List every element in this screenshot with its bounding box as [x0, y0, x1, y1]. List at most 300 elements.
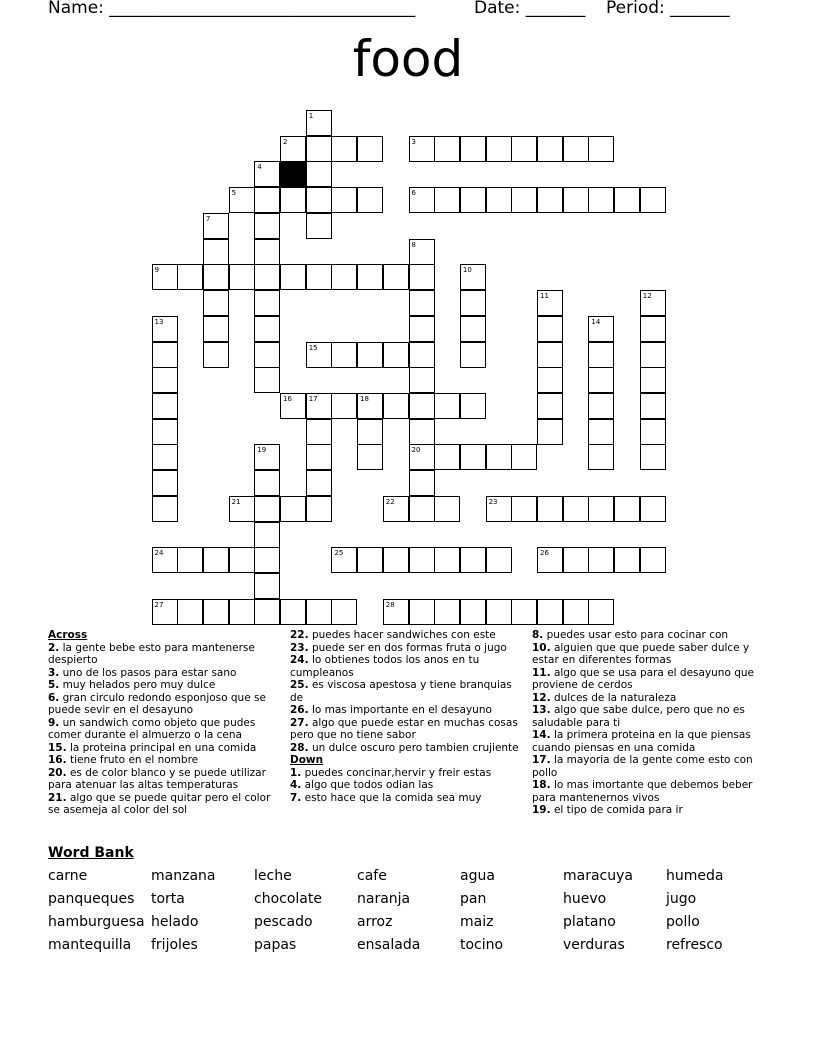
- crossword-cell[interactable]: [306, 213, 332, 239]
- crossword-cell[interactable]: [229, 496, 255, 522]
- crossword-cell[interactable]: [511, 136, 537, 162]
- clue-text: tiene fruto en el nombre: [66, 754, 199, 766]
- crossword-cell[interactable]: [177, 264, 203, 290]
- crossword-cell[interactable]: [460, 264, 486, 290]
- clue-number: 28: [385, 600, 395, 609]
- clue-item: [290, 704, 522, 717]
- clue-text: algo que se puede quitar pero el color se asemeja al color del sol: [48, 791, 271, 816]
- crossword-cell[interactable]: [331, 599, 357, 625]
- crossword-cell[interactable]: [563, 496, 589, 522]
- crossword-cell[interactable]: [640, 367, 666, 393]
- crossword-cell[interactable]: [588, 367, 614, 393]
- crossword-cell[interactable]: [331, 264, 357, 290]
- crossword-cell[interactable]: [460, 316, 486, 342]
- clue-item: [532, 729, 768, 754]
- clue-item: [48, 792, 280, 817]
- word-bank-word: cafe: [357, 868, 387, 884]
- clue-text: lo mas importante en el desayuno: [308, 704, 492, 716]
- crossword-cell[interactable]: [434, 599, 460, 625]
- clue-text: un sandwich como objeto que pudes comer durante el almuerzo o la cena: [48, 716, 256, 741]
- clue-number-label: 25.: [290, 679, 309, 691]
- crossword-cell[interactable]: [306, 470, 332, 496]
- crossword-cell[interactable]: [254, 470, 280, 496]
- crossword-cell[interactable]: [357, 264, 383, 290]
- crossword-cell[interactable]: [537, 419, 563, 445]
- crossword-cell[interactable]: [640, 547, 666, 573]
- crossword-cell[interactable]: [306, 136, 332, 162]
- clue-item: [290, 779, 522, 792]
- clue-item: [532, 779, 768, 804]
- word-bank-word: arroz: [357, 914, 393, 930]
- crossword-cell[interactable]: [203, 342, 229, 368]
- crossword-cell[interactable]: [254, 444, 280, 470]
- crossword-cell[interactable]: [152, 419, 178, 445]
- crossword-cell[interactable]: [537, 393, 563, 419]
- crossword-cell[interactable]: [409, 136, 435, 162]
- crossword-cell[interactable]: [152, 444, 178, 470]
- crossword-cell[interactable]: [152, 547, 178, 573]
- crossword-cell[interactable]: [640, 187, 666, 213]
- crossword-cell[interactable]: [486, 136, 512, 162]
- crossword-cell[interactable]: [331, 342, 357, 368]
- crossword-cell[interactable]: [537, 367, 563, 393]
- crossword-cell[interactable]: [254, 496, 280, 522]
- clue-text: esto hace que la comida sea muy: [301, 791, 482, 804]
- clue-number-label: 16.: [48, 754, 67, 766]
- crossword-cell[interactable]: [563, 599, 589, 625]
- crossword-cell[interactable]: [537, 547, 563, 573]
- date-label: Date: _______: [474, 0, 586, 18]
- clue-item: [532, 692, 768, 705]
- crossword-cell[interactable]: [254, 573, 280, 599]
- clue-number: 13: [154, 317, 164, 326]
- clue-item: [48, 679, 280, 692]
- crossword-cell[interactable]: [203, 213, 229, 239]
- crossword-cell[interactable]: [254, 342, 280, 368]
- crossword-cell[interactable]: [409, 264, 435, 290]
- crossword-cell[interactable]: [280, 136, 306, 162]
- clue-number: 15: [308, 343, 318, 352]
- clue-item: [532, 754, 768, 779]
- word-bank-word: agua: [460, 868, 495, 884]
- crossword-cell[interactable]: [357, 187, 383, 213]
- crossword-cell[interactable]: [588, 342, 614, 368]
- clue-text: alguien que que puede saber dulce y estar en diferentes formas: [532, 641, 750, 666]
- crossword-cell[interactable]: [486, 496, 512, 522]
- crossword-cell[interactable]: [331, 393, 357, 419]
- crossword-cell[interactable]: [588, 419, 614, 445]
- crossword-cell[interactable]: [409, 316, 435, 342]
- crossword-cell[interactable]: [640, 393, 666, 419]
- clue-item: [532, 629, 768, 642]
- crossword-cell[interactable]: [409, 496, 435, 522]
- crossword-cell[interactable]: [460, 187, 486, 213]
- crossword-cell[interactable]: [537, 136, 563, 162]
- clue-number-label: 23.: [290, 641, 309, 654]
- crossword-cell[interactable]: [383, 547, 409, 573]
- crossword-cell[interactable]: [152, 264, 178, 290]
- clues-column-2: [290, 629, 522, 804]
- word-bank-word: platano: [563, 914, 616, 930]
- crossword-cell[interactable]: [383, 264, 409, 290]
- crossword-cell[interactable]: [331, 187, 357, 213]
- crossword-cell[interactable]: [357, 419, 383, 445]
- crossword-cell[interactable]: [434, 187, 460, 213]
- crossword-cell[interactable]: [588, 136, 614, 162]
- crossword-cell[interactable]: [280, 187, 306, 213]
- crossword-cell[interactable]: [203, 599, 229, 625]
- clue-number-label: 28.: [290, 741, 309, 754]
- clue-number: 23: [488, 497, 498, 506]
- clue-text: la primera proteina en la que piensas cuando piensas en una comida: [532, 729, 751, 754]
- crossword-cell[interactable]: [434, 547, 460, 573]
- clue-item: [290, 679, 522, 704]
- crossword-cell[interactable]: [152, 367, 178, 393]
- crossword-cell[interactable]: [152, 599, 178, 625]
- crossword-cell[interactable]: [537, 316, 563, 342]
- clue-text: puedes usar esto para cocinar con: [543, 629, 729, 641]
- crossword-cell[interactable]: [306, 599, 332, 625]
- crossword-cell[interactable]: [614, 496, 640, 522]
- clue-item: [290, 792, 522, 805]
- crossword-cell[interactable]: [229, 264, 255, 290]
- crossword-cell[interactable]: [306, 342, 332, 368]
- crossword-cell[interactable]: [254, 547, 280, 573]
- clue-number-label: 7.: [290, 791, 302, 804]
- crossword-cell[interactable]: [280, 496, 306, 522]
- clue-text: algo que todos odian las: [301, 779, 434, 791]
- clue-text: uno de los pasos para estar sano: [59, 666, 237, 679]
- crossword-cell[interactable]: [306, 110, 332, 136]
- clue-number: 22: [385, 497, 395, 506]
- clue-number-label: 12.: [532, 691, 551, 704]
- crossword-cell[interactable]: [383, 342, 409, 368]
- word-bank-word: maiz: [460, 914, 494, 930]
- clue-number-label: 22.: [290, 629, 309, 641]
- crossword-cell[interactable]: [409, 393, 435, 419]
- crossword-cell[interactable]: [537, 496, 563, 522]
- clue-number-label: 10.: [532, 641, 551, 654]
- word-bank-word: torta: [151, 891, 185, 907]
- name-label: Name: ____________________________________: [48, 0, 416, 18]
- crossword-cell[interactable]: [588, 547, 614, 573]
- crossword-cell[interactable]: [409, 342, 435, 368]
- clue-item: [48, 742, 280, 755]
- clue-number: 11: [540, 292, 549, 300]
- clue-text: puedes concinar,hervir y freir estas: [301, 766, 492, 779]
- crossword-cell[interactable]: [152, 342, 178, 368]
- clue-text: un dulce oscuro pero tambien crujiente: [308, 741, 519, 754]
- word-bank-title: Word Bank: [48, 845, 134, 861]
- clue-text: lo obtienes todos los anos en tu cumpleanos: [290, 654, 480, 679]
- crossword-cell[interactable]: [460, 290, 486, 316]
- clue-number-label: 18.: [532, 779, 551, 791]
- clue-number-label: 6.: [48, 691, 60, 704]
- clue-number: 25: [334, 549, 344, 558]
- crossword-cell[interactable]: [254, 290, 280, 316]
- crossword-cell[interactable]: [409, 187, 435, 213]
- crossword-cell[interactable]: [383, 393, 409, 419]
- crossword-cell[interactable]: [563, 547, 589, 573]
- crossword-cell[interactable]: [511, 599, 537, 625]
- black-cell: [280, 161, 306, 187]
- crossword-cell[interactable]: [640, 316, 666, 342]
- clue-number-label: 2.: [48, 641, 60, 654]
- crossword-cell[interactable]: [254, 187, 280, 213]
- word-bank-word: helado: [151, 914, 199, 930]
- crossword-cell[interactable]: [203, 547, 229, 573]
- crossword-cell[interactable]: [409, 547, 435, 573]
- crossword-cell[interactable]: [409, 367, 435, 393]
- crossword-cell[interactable]: [409, 444, 435, 470]
- clue-number: 2: [283, 137, 288, 146]
- crossword-cell[interactable]: [640, 444, 666, 470]
- clue-number-label: 8.: [532, 629, 544, 641]
- crossword-cell[interactable]: [640, 290, 666, 316]
- crossword-cell[interactable]: [640, 342, 666, 368]
- clue-number-label: 1.: [290, 766, 302, 779]
- crossword-cell[interactable]: [203, 290, 229, 316]
- clue-item: [48, 692, 280, 717]
- clue-number: 3: [411, 137, 416, 146]
- clue-number-label: 26.: [290, 704, 309, 716]
- clue-number-label: 14.: [532, 729, 551, 741]
- crossword-cell[interactable]: [409, 419, 435, 445]
- crossword-cell[interactable]: [254, 213, 280, 239]
- crossword-cell[interactable]: [434, 136, 460, 162]
- crossword-cell[interactable]: [357, 547, 383, 573]
- clue-item: [290, 642, 522, 655]
- crossword-cell[interactable]: [331, 136, 357, 162]
- word-bank-word: mantequilla: [48, 937, 132, 953]
- crossword-cell[interactable]: [588, 496, 614, 522]
- clue-number: 17: [308, 394, 318, 403]
- crossword-cell[interactable]: [152, 316, 178, 342]
- clue-item: [290, 654, 522, 679]
- clue-number-label: 13.: [532, 704, 551, 716]
- clue-text: puedes hacer sandwiches con este: [308, 629, 496, 641]
- crossword-cell[interactable]: [460, 393, 486, 419]
- crossword-cell[interactable]: [614, 547, 640, 573]
- crossword-cell[interactable]: [640, 496, 666, 522]
- crossword-cell[interactable]: [383, 599, 409, 625]
- crossword-cell[interactable]: [280, 264, 306, 290]
- clue-item: [48, 767, 280, 792]
- crossword-cell[interactable]: [203, 239, 229, 265]
- clue-text: algo que sabe dulce, pero que no es saludable para ti: [532, 704, 745, 729]
- crossword-cell[interactable]: [614, 187, 640, 213]
- clue-item: [290, 629, 522, 642]
- crossword-cell[interactable]: [460, 547, 486, 573]
- clue-item: [48, 667, 280, 680]
- crossword-cell[interactable]: [434, 393, 460, 419]
- crossword-cell[interactable]: [460, 444, 486, 470]
- word-bank-word: hamburguesa: [48, 914, 145, 930]
- crossword-cell[interactable]: [254, 316, 280, 342]
- clue-number: 5: [231, 189, 237, 198]
- clue-text: es de color blanco y se puede utilizar para atenuar las altas temperaturas: [48, 766, 266, 791]
- clue-number: 14: [591, 317, 601, 326]
- crossword-cell[interactable]: [486, 187, 512, 213]
- crossword-cell[interactable]: [229, 599, 255, 625]
- crossword-cell[interactable]: [409, 239, 435, 265]
- clue-number: 20: [411, 446, 421, 455]
- crossword-cell[interactable]: [306, 444, 332, 470]
- crossword-cell[interactable]: [588, 444, 614, 470]
- crossword-cell[interactable]: [588, 599, 614, 625]
- word-bank-word: maracuya: [563, 868, 633, 884]
- crossword-cell[interactable]: [486, 444, 512, 470]
- clue-number: 26: [540, 549, 549, 558]
- crossword-cell[interactable]: [537, 599, 563, 625]
- crossword-cell[interactable]: [203, 264, 229, 290]
- crossword-cell[interactable]: [229, 187, 255, 213]
- clue-number: 4: [257, 163, 262, 172]
- word-bank-word: leche: [254, 868, 292, 884]
- crossword-cell[interactable]: [306, 419, 332, 445]
- crossword-cell[interactable]: [152, 470, 178, 496]
- word-bank-word: verduras: [563, 937, 625, 953]
- clue-number: 24: [154, 549, 164, 558]
- clue-number: 10: [462, 266, 472, 275]
- crossword-cell[interactable]: [357, 342, 383, 368]
- crossword-cell[interactable]: [306, 161, 332, 187]
- clue-text: dulces de la naturaleza: [550, 691, 677, 704]
- crossword-cell[interactable]: [357, 444, 383, 470]
- clue-text: la mayoria de la gente come esto con pollo: [532, 754, 753, 779]
- clue-text: la proteina principal en una comida: [66, 741, 257, 754]
- word-bank-word: manzana: [151, 868, 216, 884]
- word-bank-word: humeda: [666, 868, 724, 884]
- clue-number-label: 19.: [532, 804, 551, 816]
- crossword-cell[interactable]: [280, 599, 306, 625]
- crossword-cell[interactable]: [254, 367, 280, 393]
- period-label: Period: _______: [606, 0, 730, 18]
- clue-number: 16: [283, 394, 292, 403]
- crossword-cell[interactable]: [357, 393, 383, 419]
- clue-item: [290, 742, 522, 755]
- crossword-cell[interactable]: [537, 290, 563, 316]
- clue-number-label: 9.: [48, 716, 60, 729]
- clue-item: [290, 767, 522, 780]
- crossword-cell[interactable]: [280, 393, 306, 419]
- crossword-cell[interactable]: [177, 599, 203, 625]
- crossword-cell[interactable]: [409, 290, 435, 316]
- crossword-cell[interactable]: [254, 599, 280, 625]
- clue-text: es viscosa apestosa y tiene branquias de: [290, 679, 512, 704]
- across-heading: Across: [48, 629, 88, 641]
- crossword-cell[interactable]: [306, 393, 332, 419]
- clue-number-label: 21.: [48, 791, 67, 804]
- clue-number: 27: [154, 600, 164, 609]
- crossword-cell[interactable]: [152, 496, 178, 522]
- crossword-cell[interactable]: [306, 496, 332, 522]
- crossword-cell[interactable]: [434, 444, 460, 470]
- clue-item: [48, 754, 280, 767]
- clue-number-label: 17.: [532, 754, 551, 766]
- page-title: food: [352, 30, 464, 88]
- clue-number-label: 24.: [290, 654, 309, 666]
- clue-text: el tipo de comida para ir: [550, 804, 683, 816]
- clue-text: gran circulo redondo esponjoso que se puede sevir en el desayuno: [48, 691, 266, 716]
- crossword-cell[interactable]: [254, 264, 280, 290]
- crossword-cell[interactable]: [588, 187, 614, 213]
- word-bank-word: panqueques: [48, 891, 135, 907]
- clue-text: algo que se usa para el desayuno que proviene de cerdos: [532, 666, 755, 691]
- crossword-cell[interactable]: [383, 496, 409, 522]
- clue-number: 6: [411, 189, 416, 198]
- clue-number-label: 4.: [290, 779, 302, 791]
- crossword-cell[interactable]: [152, 393, 178, 419]
- word-bank-word: huevo: [563, 891, 607, 907]
- word-bank-word: naranja: [357, 891, 411, 907]
- down-heading: Down: [290, 754, 324, 766]
- crossword-cell[interactable]: [588, 393, 614, 419]
- word-bank-word: chocolate: [254, 891, 322, 907]
- crossword-cell[interactable]: [254, 239, 280, 265]
- crossword-cell[interactable]: [537, 342, 563, 368]
- word-bank-word: pollo: [666, 914, 700, 930]
- clue-number: 12: [642, 292, 652, 300]
- crossword-cell[interactable]: [177, 547, 203, 573]
- crossword-cell[interactable]: [357, 136, 383, 162]
- word-bank-word: frijoles: [151, 937, 198, 953]
- clue-number: 1: [308, 112, 314, 120]
- word-bank-word: jugo: [666, 891, 697, 907]
- clue-item: [532, 642, 768, 667]
- word-bank-word: refresco: [666, 937, 723, 953]
- clue-number: 9: [154, 266, 159, 275]
- word-bank-word: tocino: [460, 937, 504, 953]
- crossword-cell[interactable]: [306, 187, 332, 213]
- clue-number-label: 20.: [48, 766, 67, 779]
- crossword-cell[interactable]: [434, 496, 460, 522]
- crossword-cell[interactable]: [306, 264, 332, 290]
- crossword-cell[interactable]: [460, 599, 486, 625]
- crossword-cell[interactable]: [511, 496, 537, 522]
- word-bank-word: pan: [460, 891, 487, 907]
- crossword-cell[interactable]: [563, 187, 589, 213]
- crossword-cell[interactable]: [486, 547, 512, 573]
- crossword-cell[interactable]: [511, 187, 537, 213]
- crossword-cell[interactable]: [460, 342, 486, 368]
- crossword-cell[interactable]: [640, 419, 666, 445]
- crossword-cell[interactable]: [203, 316, 229, 342]
- word-bank-word: carne: [48, 868, 88, 884]
- clue-number-label: 3.: [48, 666, 60, 679]
- word-bank-word: ensalada: [357, 937, 421, 953]
- crossword-cell[interactable]: [331, 547, 357, 573]
- crossword-cell[interactable]: [409, 599, 435, 625]
- clue-number: 19: [257, 446, 267, 455]
- crossword-cell[interactable]: [254, 522, 280, 548]
- crossword-cell[interactable]: [537, 187, 563, 213]
- clue-text: lo mas imortante que debemos beber para mantenernos vivos: [532, 779, 753, 804]
- crossword-cell[interactable]: [486, 599, 512, 625]
- crossword-cell[interactable]: [460, 136, 486, 162]
- clue-text: la gente bebe esto para mantenerse despierto: [48, 641, 255, 666]
- crossword-cell[interactable]: [511, 444, 537, 470]
- crossword-cell[interactable]: [254, 161, 280, 187]
- clue-number-label: 5.: [48, 679, 60, 691]
- word-bank-word: pescado: [254, 914, 313, 930]
- crossword-cell[interactable]: [563, 136, 589, 162]
- crossword-cell[interactable]: [409, 470, 435, 496]
- clue-number: 18: [360, 394, 370, 403]
- crossword-cell[interactable]: [588, 316, 614, 342]
- clue-item: [532, 704, 768, 729]
- crossword-cell[interactable]: [229, 547, 255, 573]
